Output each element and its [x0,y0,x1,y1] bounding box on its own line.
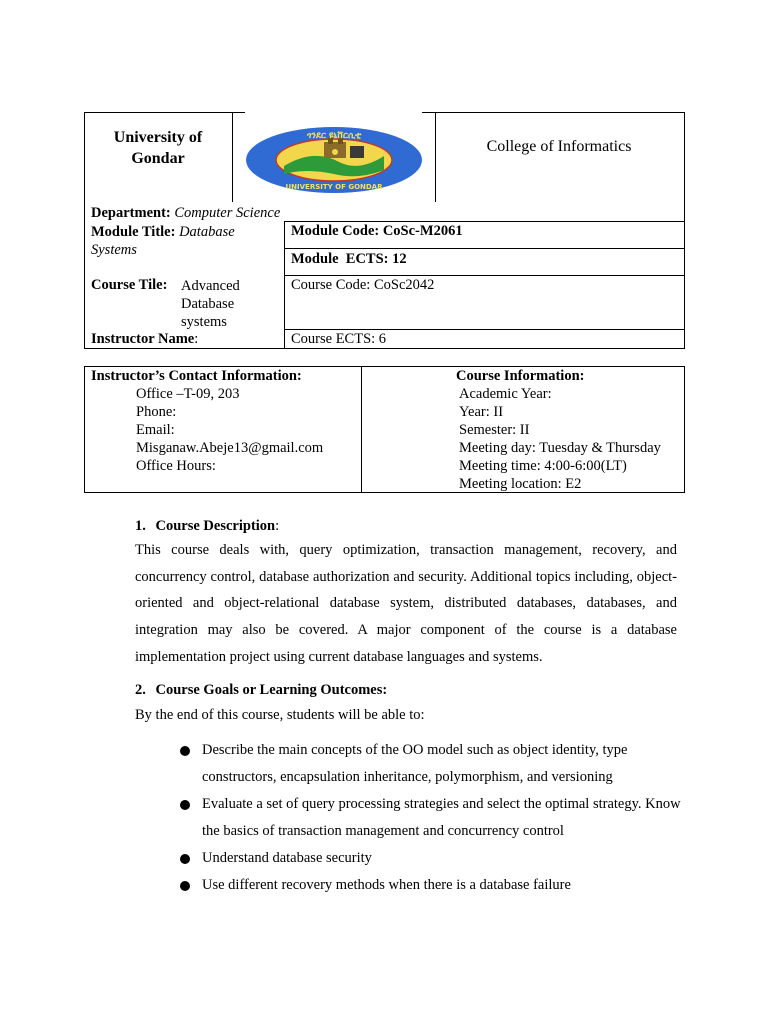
course-info-heading: Course Information: [456,368,585,384]
course-title-value: Advanced Database systems [181,278,240,330]
section2-number: 2. [135,682,146,698]
section2-heading [135,682,387,699]
course-info-semester: Semester: II [459,422,530,438]
outcome-item: Describe the main concepts of the OO model such as object identity, type constructors, encapsulation inheritance, polymorphism, and versioning [202,742,628,785]
logo-text-bottom: UNIVERSITY OF GONDAR [285,183,383,191]
section2-intro: By the end of this course, students will be able to: [135,707,425,723]
instructor-colon: : [194,331,199,347]
contact-office: Office –T-09, 203 [136,386,240,402]
college-name: College of Informatics [486,138,632,155]
outcome-item: Use different recovery methods when there is a database failure [202,877,571,893]
course-info-meeting-day: Meeting day: Tuesday & Thursday [459,440,661,456]
department-label: Department: [91,205,171,221]
module-title-value: Database Systems [91,224,235,258]
section1-number: 1. [135,518,146,534]
contact-list [136,385,323,475]
module-title-label: Module Title: [91,224,176,240]
section1-title: Course Description [155,518,276,534]
bullet-marker [180,881,190,891]
module-code: Module Code: CoSc-M2061 [291,223,463,239]
course-title-label: Course Tile: [91,277,168,293]
section1-body: This course deals with, query optimization, transaction management, recovery, and concurrency control, database authorization and security. Additional topics including, object-oriented and object-relational database system, distributed databases, databases, and integration may also be covered. A major component of the course is a database implementation project using current database languages and systems. [135,542,677,665]
logo-text-top: ጎንደር ዩኒቨርሲቲ [306,131,362,141]
section2-title: Course Goals or Learning Outcomes: [155,682,388,698]
outcome-item: Evaluate a set of query processing strategies and select the optimal strategy. Know the basics of transaction management and concurrency control [202,796,681,839]
bullet-marker [180,800,190,810]
section1-heading [135,518,279,535]
section1-colon: : [275,518,280,534]
contact-heading: Instructor’s Contact Information: [91,368,302,384]
course-info-meeting-time: Meeting time: 4:00-6:00(LT) [459,458,627,474]
university-name: University of Gondar [113,129,203,167]
instructor-label: Instructor Name [91,331,195,347]
contact-email-label: Email: [136,422,175,438]
course-info-list [459,385,661,493]
instructor-row [91,331,198,348]
contact-email-value: Misganaw.Abeje13@gmail.com [136,440,324,456]
university-logo [244,126,424,199]
outcome-item: Understand database security [202,850,372,866]
course-info-meeting-location: Meeting location: E2 [459,476,582,492]
contact-office-hours: Office Hours: [136,458,216,474]
module-title-row [91,223,279,259]
department-value: Computer Science [174,205,281,221]
bullet-marker [180,746,190,756]
course-info-year: Year: II [459,404,504,420]
bullet-marker [180,854,190,864]
contact-phone: Phone: [136,404,177,420]
module-ects: Module ECTS: 12 [291,251,407,267]
course-ects: Course ECTS: 6 [291,331,387,347]
course-info-academic-year: Academic Year: [459,386,552,402]
department-row [91,205,280,222]
course-code: Course Code: CoSc2042 [291,277,435,293]
